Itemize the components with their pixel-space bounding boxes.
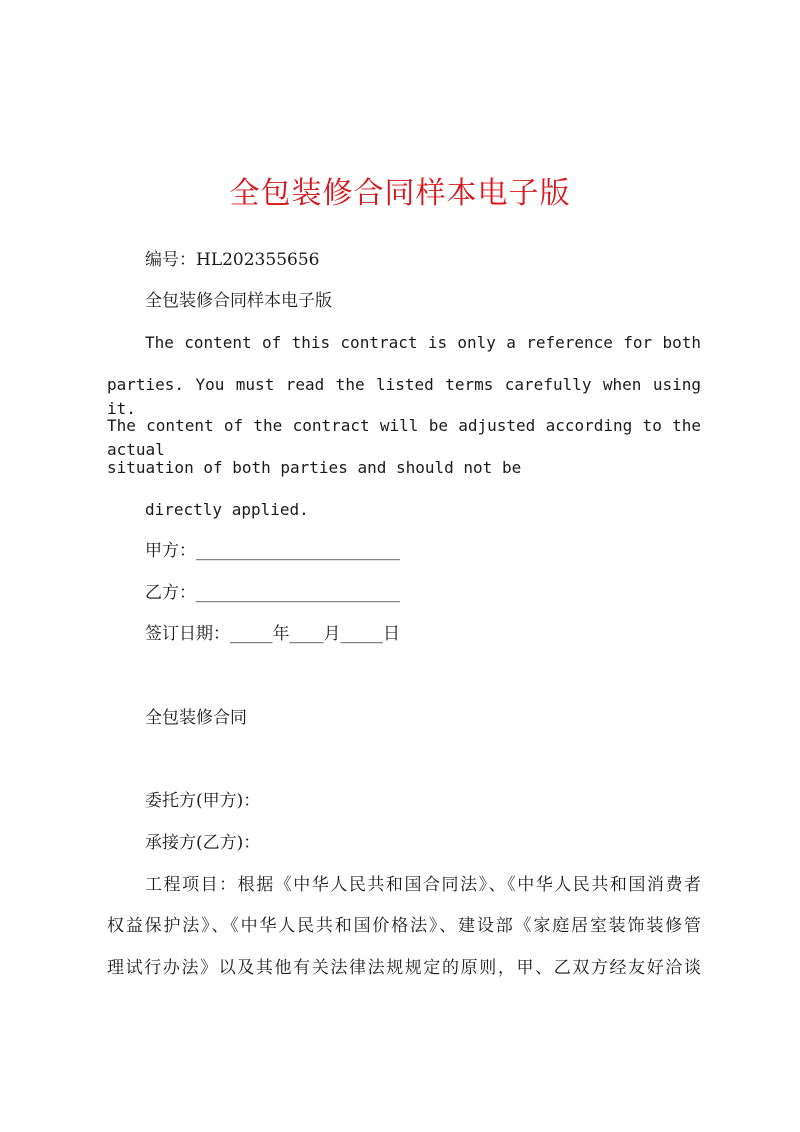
notice-line-2: parties. You must read the listed terms carefully when using it.	[107, 375, 701, 418]
party-b-field: 乙方：________________________	[145, 583, 400, 603]
notice-line-5: directly applied.	[145, 500, 309, 519]
document-title: 全包装修合同样本电子版	[229, 176, 571, 211]
client-party-label: 委托方(甲方)：	[145, 791, 261, 811]
contractor-party-label: 承接方(乙方)：	[145, 833, 261, 853]
body-line-1: 工程项目：根据《中华人民共和国合同法》、《中华人民共和国消费者	[145, 875, 701, 895]
sign-date-field: 签订日期：_____年____月_____日	[145, 624, 400, 644]
contract-number: 编号：HL202355656	[145, 250, 320, 270]
body-line-3: 理试行办法》以及其他有关法律法规规定的原则，甲、乙双方经友好洽谈	[107, 958, 701, 978]
notice-line-1: The content of this contract is only a reference for both	[145, 333, 701, 352]
body-line-2: 权益保护法》、《中华人民共和国价格法》、建设部《家庭居室装饰装修管	[107, 916, 701, 936]
notice-line-4: situation of both parties and should not be	[107, 458, 522, 477]
section-title: 全包装修合同	[145, 708, 247, 728]
notice-line-3: The content of the contract will be adjusted according to the actual	[107, 416, 701, 459]
party-a-field: 甲方：________________________	[145, 541, 400, 561]
contract-subtitle: 全包装修合同样本电子版	[145, 291, 332, 311]
